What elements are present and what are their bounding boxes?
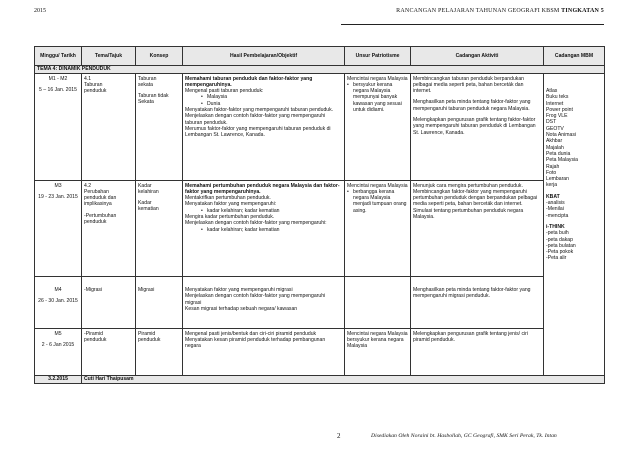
col-activities: Cadangan Aktiviti [411,47,544,66]
table-row: M4 26 - 30 Jan. 2015 -Migrasi Migrasi Menyatakan faktor yang mempengaruhi migrasi Menjelaskan dengan contoh faktor-faktor yang mempengaruhi migrasi Kesan migrasi terhadap sebuah negara/ kawasan Menghasilkan peta minda tentang faktor-faktor yang mempengaruhi migrasi penduduk. [35,277,605,329]
header-rule [341,24,604,25]
week-date: 26 - 30 Jan. 2015 [38,298,78,305]
week-label: M5 [54,330,62,337]
week-date: 5 – 16 Jan. 2015 [39,86,77,93]
header-title: RANCANGAN PELAJARAN TAHUNAN GEOGRAFI KBSM TINGKATAN 5 [396,8,604,14]
week-label: M3 [54,182,62,189]
table-row: M5 2 - 6 Jan 2015 -Piramid penduduk Piramid penduduk Mengenal pasti jenis/bentuk dan ciri-ciri piramid penduduk Menyatakan kesan piramid penduduk terhadap pembangunan negara Mencintai negara Malaysia bersyukur kerana negara Malaysia Melengkapkan pengurusan grafik tentang jenis/ ciri piramid penduduk. [35,329,605,376]
theme-row: TEMA 4: DINAMIK PENDUDUK [35,66,605,74]
table-row: M3 19 - 23 Jan. 2015 4.2 Perubahan penduduk dan implikasinya -Pertumbuhan penduduk Kadar kelahiran Kadar kematian Memahami pertumbuhan penduduk negara Malaysia dan faktor-faktor yang mempengaruhinya. Mentakrifkan pertumbuhan penduduk. Menyatakan faktor yang mempengaruhi: • kadar kelahiran; kadar kematian Mengira kadar pertumbuhan penduduk. Menjelaskan dengan contoh faktor-faktor yang mempengaruhi: • kadar kelahiran; kadar kematian Mencintai negara Malaysia • berbangga kerana negara Malaysia menjadi tumpuan orang asing. Menunjuk cara mengira pertumbuhan penduduk. Membincangkan faktor-faktor yang mempengaruhi pertumbuhan penduduk dengan berpandukan pelbagai media seperti peta, bahan berceták dan internet. Simulasi tentang pertumbuhan penduduk negara Malaysia. [35,181,605,277]
holiday-date: 3.2.2015 [35,376,82,384]
page-number: 2 [337,432,341,440]
col-week: Minggu/ Tarikh [35,47,82,66]
table-header-row [35,47,605,66]
col-topic: Tema/Tajuk [82,47,136,66]
page-header [34,5,604,17]
col-patriotism: Unsur Patriotisme [345,47,411,66]
week-date: 19 - 23 Jan. 2015 [38,193,78,200]
outcome-heading: Memahami taburan penduduk dan faktor-faktor yang mempengaruhinya. [185,75,313,88]
ithink-title: i-THINK [546,223,565,230]
col-concept: Konsep [136,47,183,66]
outcome-heading: Memahami pertumbuhan penduduk negara Malaysia dan faktor-faktor yang mempengaruhinya. [185,182,340,195]
week-label: M1 - M2 [48,75,68,82]
page-footer [0,432,638,446]
lesson-plan-table [34,46,605,384]
holiday-row [35,376,605,384]
footer-credit: Disediakan Oleh Noraini bt. Hasbollah, GC Geografi, SMK Seri Perak, Tk. Intan [371,433,557,439]
holiday-label: Cuti Hari Thaipusam [82,376,605,384]
table-row: M1 - M2 5 – 16 Jan. 2015 4.1 Taburan penduduk Taburan sekata Taburan tidak Sekata Memahami taburan penduduk dan faktor-faktor yang mempengaruhinya. Mengenal pasti taburan penduduk: • Malaysia • Dunia Menyatakan faktor-faktor yang mempengaruhi taburan penduduk. Menjelaskan dengan contoh faktor-faktor yang mempengaruhi taburan penduduk. Merumus faktor-faktor yang mempengaruhi taburan penduduk di Lembangan St. Lawrence, Kanada. Mencintai negara Malaysia • bersyukur kerana negara Malaysia mempunyai banyak kawasan yang sesuai untuk didiami. Membincangkan taburan penduduk berpandukan pelbagai media seperti peta, bahan berceták dan internet. Menghasilkan peta minda tentang faktor-faktor yang mempengaruhi taburan penduduk negara Malaysia. Melengkapkan pengurusan grafik tentang faktor-faktor yang mempengaruhi taburan penduduk di Lembangan St. Lawrence, Kanada. Atlas Buku teks Internet Power point Frog VLE DST GEOTV Nota Animasi Akhbar Majalah Peta dunia Peta Malaysia Rajah Foto Lembaran kerja KBAT -analisis -Menilai -mencipta i-THINK -peta buih -peta dakap -peta bulatan -Peta pokok -Peta alir [35,74,605,181]
col-mbm: Cadangan MBM [544,47,605,66]
week-date: 2 - 6 Jan 2015 [41,341,75,348]
header-year: 2015 [34,8,46,14]
col-outcome: Hasil Pembelajaran/Objektif [183,47,345,66]
mbm-cell: Atlas Buku teks Internet Power point Frog VLE DST GEOTV Nota Animasi Akhbar Majalah Peta dunia Peta Malaysia Rajah Foto Lembaran kerja KBAT -analisis -Menilai -mencipta i-THINK -peta buih -peta dakap -peta bulatan -Peta pokok -Peta alir [544,74,605,376]
week-label: M4 [54,287,62,293]
kbat-title: KBAT [546,193,560,200]
